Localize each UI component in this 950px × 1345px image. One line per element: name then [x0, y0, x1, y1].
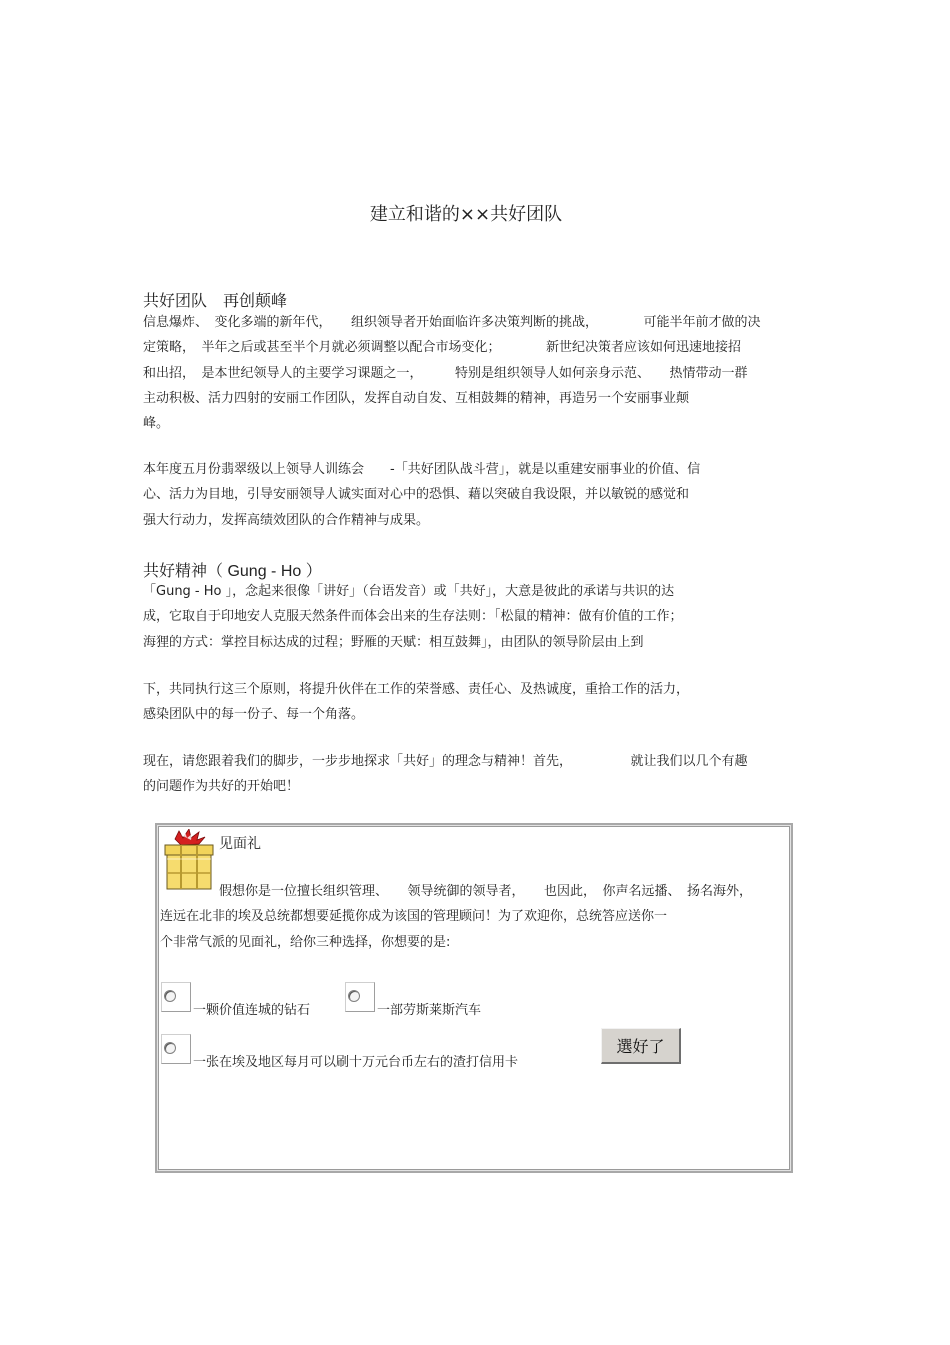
radio-option-credit-card[interactable] — [161, 1034, 191, 1064]
paragraph-intro — [143, 310, 803, 436]
text-line: 现在，请您跟着我们的脚步，一步步地探求「共好」的理念与精神！首先， 就让我们以几个有趣 — [143, 754, 748, 769]
text-line: 信息爆炸、 变化多端的新年代， 组织领导者开始面临许多决策判断的挑战， 可能半年前才做的决 — [143, 315, 761, 330]
text-line: 峰。 — [143, 416, 170, 432]
text-line: 和出招， 是本世纪领导人的主要学习课题之一， 特别是组织领导人如何亲身示范、 热情带动一群 — [143, 365, 748, 381]
radio-option-diamond[interactable] — [161, 982, 191, 1012]
section-heading-gung-ho — [143, 558, 322, 581]
text-line: 成，它取自于印地安人克服天然条件而体会出来的生存法则：「松鼠的精神：做有价值的工作； — [143, 609, 683, 625]
quiz-title: 见面礼 — [219, 836, 261, 852]
paragraph-gung-ho — [143, 579, 803, 655]
option-label-diamond: 一颗价值连城的钻石 — [193, 1003, 311, 1018]
paragraph-principles — [143, 677, 803, 728]
text-line: 心、活力为目地，引导安丽领导人诚实面对心中的恐惧、藉以突破自我设限，并以敏锐的感觉和 — [143, 487, 690, 503]
text-line: 定策略， 半年之后或甚至半个月就必须调整以配合市场变化； 新世纪决策者应该如何迅速地接招 — [143, 340, 742, 356]
gift-box-icon — [161, 829, 217, 891]
question-line: 连远在北非的埃及总统都想要延揽你成为该国的管理顾问！为了欢迎你，总统答应送你一 — [160, 909, 668, 924]
text-line: 下，共同执行这三个原则，将提升伙伴在工作的荣誉感、责任心、及热诚度，重拾工作的活力， — [143, 682, 690, 697]
page-title: 建立和谐的××共好团队 — [369, 204, 563, 225]
paragraph-training — [143, 457, 803, 533]
option-label-credit-card: 一张在埃及地区每月可以刷十万元台币左右的渣打信用卡 — [193, 1055, 519, 1070]
quiz-form — [155, 823, 793, 1173]
submit-choice-button[interactable]: 選好了 — [601, 1028, 681, 1064]
radio-circle-icon — [164, 990, 176, 1002]
question-line: 假想你是一位擅长组织管理、 领导统御的领导者， 也因此， 你声名远播、 扬名海外， — [219, 884, 753, 899]
paragraph-invitation — [143, 749, 803, 800]
section-heading-gongo-team: 共好团队 再创颠峰 — [143, 291, 288, 310]
text-line: 感染团队中的每一份子、每一个角落。 — [143, 707, 365, 723]
radio-circle-icon — [348, 990, 360, 1002]
question-line: 个非常气派的见面礼，给你三种选择，你想要的是: — [160, 935, 451, 950]
radio-circle-icon — [164, 1042, 176, 1054]
heading-en: Gung - Ho — [223, 563, 306, 580]
text-line: 的问题作为共好的开始吧！ — [143, 779, 300, 795]
text-line: 主动积极、活力四射的安丽工作团队，发挥自动自发、互相鼓舞的精神，再造另一个安丽事业颠 — [143, 390, 690, 406]
heading-close: ） — [305, 561, 322, 580]
text-line: 海狸的方式：掌控目标达成的过程；野雁的天赋：相互鼓舞」，由团队的领导阶层由上到 — [143, 634, 644, 650]
heading-cn: 共好精神（ — [143, 561, 224, 580]
radio-option-rolls-royce[interactable] — [345, 982, 375, 1012]
option-label-rolls-royce: 一部劳斯莱斯汽车 — [377, 1003, 482, 1018]
text-line: 本年度五月份翡翠级以上领导人训练会 -「共好团队战斗营」，就是以重建安丽事业的价值、信 — [143, 462, 701, 477]
text-line: 强大行动力，发挥高绩效团队的合作精神与成果。 — [143, 512, 430, 528]
text-line: 「Gung - Ho 」，念起来很像「讲好」（台语发音）或「共好」，大意是彼此的承诺与共识的达 — [143, 584, 675, 599]
